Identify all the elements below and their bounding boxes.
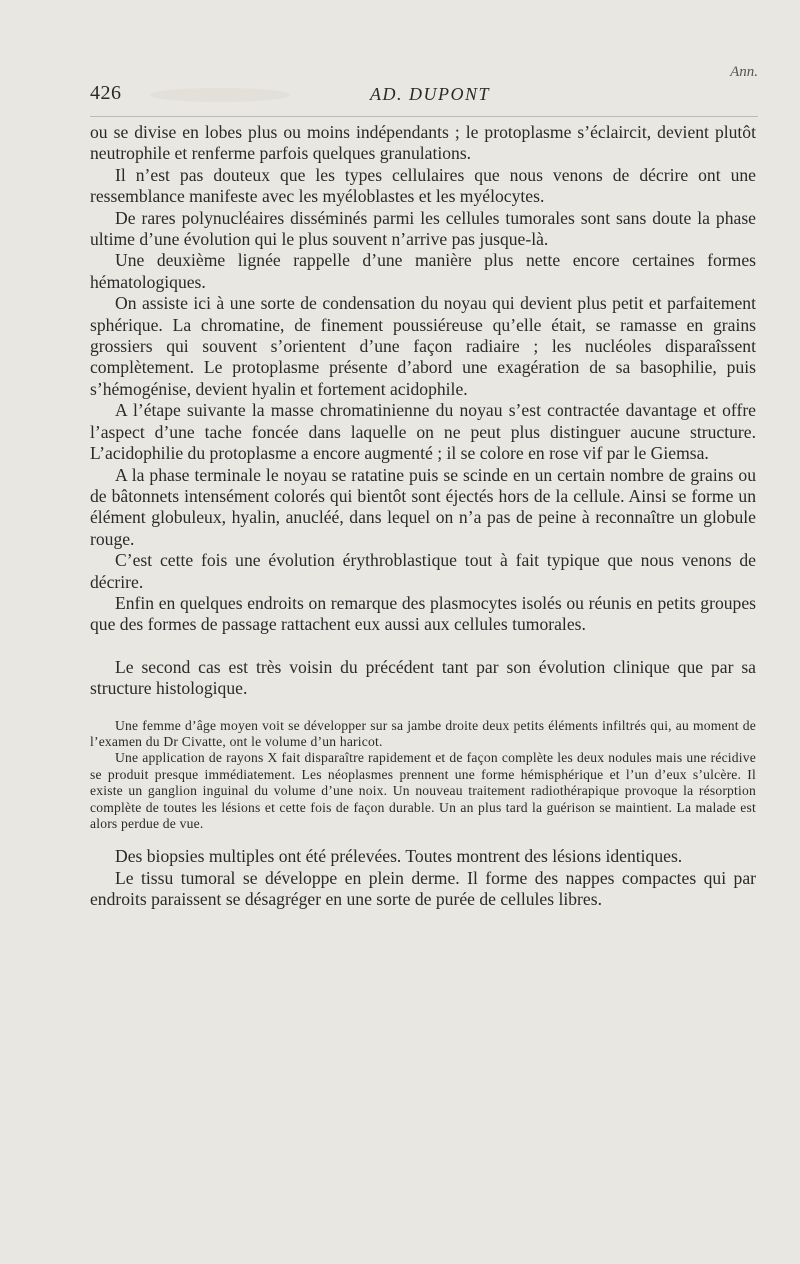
body-text [90,122,756,911]
paragraph: C’est cette fois une évolution érythroblastique tout à fait typique que nous venons de décrire. [90,550,756,592]
paragraph: ou se divise en lobes plus ou moins indépendants ; le protoplasme s’éclaircit, devient plutôt neutrophile et renferme parfois quelques granulations. [90,122,756,164]
section-gap [90,636,756,657]
case-report-paragraph: Une application de rayons X fait disparaître rapidement et de façon complète les deux nodules mais une récidive se produit presque immédiatement. Les néoplasmes prennent une forme hémisphérique et l’un d’eux s’ulcère. Il existe un ganglion inguinal du volume d’une noix. Un nouveau traitement radiothérapique provoque la résorption complète de toutes les lésions et cette fois de façon durable. Un an plus tard la guérison se maintient. La malade est alors perdue de vue. [90,750,756,831]
corner-note: Ann. [730,64,758,80]
paragraph: A l’étape suivante la masse chromatinienne du noyau s’est contractée davantage et offre l’aspect d’une tache foncée dans laquelle on ne peut plus distinguer aucune structure. L’acidophilie du protoplasme a encore augmenté ; il se colore en rose vif par le Giemsa. [90,400,756,464]
paragraph: Le tissu tumoral se développe en plein derme. Il forme des nappes compactes qui par endroits paraissent se désagréger en une sorte de purée de cellules libres. [90,867,756,910]
paragraph: On assiste ici à une sorte de condensation du noyau qui devient plus petit et parfaitement sphérique. La chromatine, de finement poussiéreuse qu’elle était, se ramasse en grains grossiers qui souvent s’orientent d’une façon radiaire ; les nucléoles disparaîssent complètement. Le protoplasme présente d’abord une exagération de sa basophilie, puis s’hémogénise, devient hyalin et fortement acidophile. [90,293,756,399]
paragraph: A la phase terminale le noyau se ratatine puis se scinde en un certain nombre de grains ou de bâtonnets intensément colorés qui bientôt sont éjectés hors de la cellule. Ainsi se forme un élément globuleux, hyalin, anucléé, dans lequel on n’a pas de peine à reconnaître un globule rouge. [90,464,756,549]
running-head [90,82,758,106]
second-case-intro: Le second cas est très voisin du précédent tant par son évolution clinique que par sa structure histologique. [90,656,756,699]
paragraph: Une deuxième lignée rappelle d’une manière plus nette encore certaines formes hématologiques. [90,250,756,292]
case-report [90,718,756,833]
paragraph: Des biopsies multiples ont été prélevées. Toutes montrent des lésions identiques. [115,846,683,867]
paragraph: Il n’est pas douteux que les types cellulaires que nous venons de décrire ont une ressemblance manifeste avec les myéloblastes et les myélocytes. [90,164,756,207]
paragraph: Enfin en quelques endroits on remarque des plasmocytes isolés ou réunis en petits groupes que des formes de passage rattachent eux aussi aux cellules tumorales. [90,592,756,635]
header-rule [90,116,758,117]
case-report-paragraph: Une femme d’âge moyen voit se développer sur sa jambe droite deux petits éléments infiltrés qui, au moment de l’examen du Dr Civatte, ont le volume d’un haricot. [90,717,756,749]
paragraph: De rares polynucléaires disséminés parmi les cellules tumorales sont sans doute la phase ultime d’une évolution qui le plus souvent n’arrive pas jusque-là. [90,207,756,250]
running-title: AD. DUPONT [370,84,491,104]
page-number: 426 [90,82,122,104]
